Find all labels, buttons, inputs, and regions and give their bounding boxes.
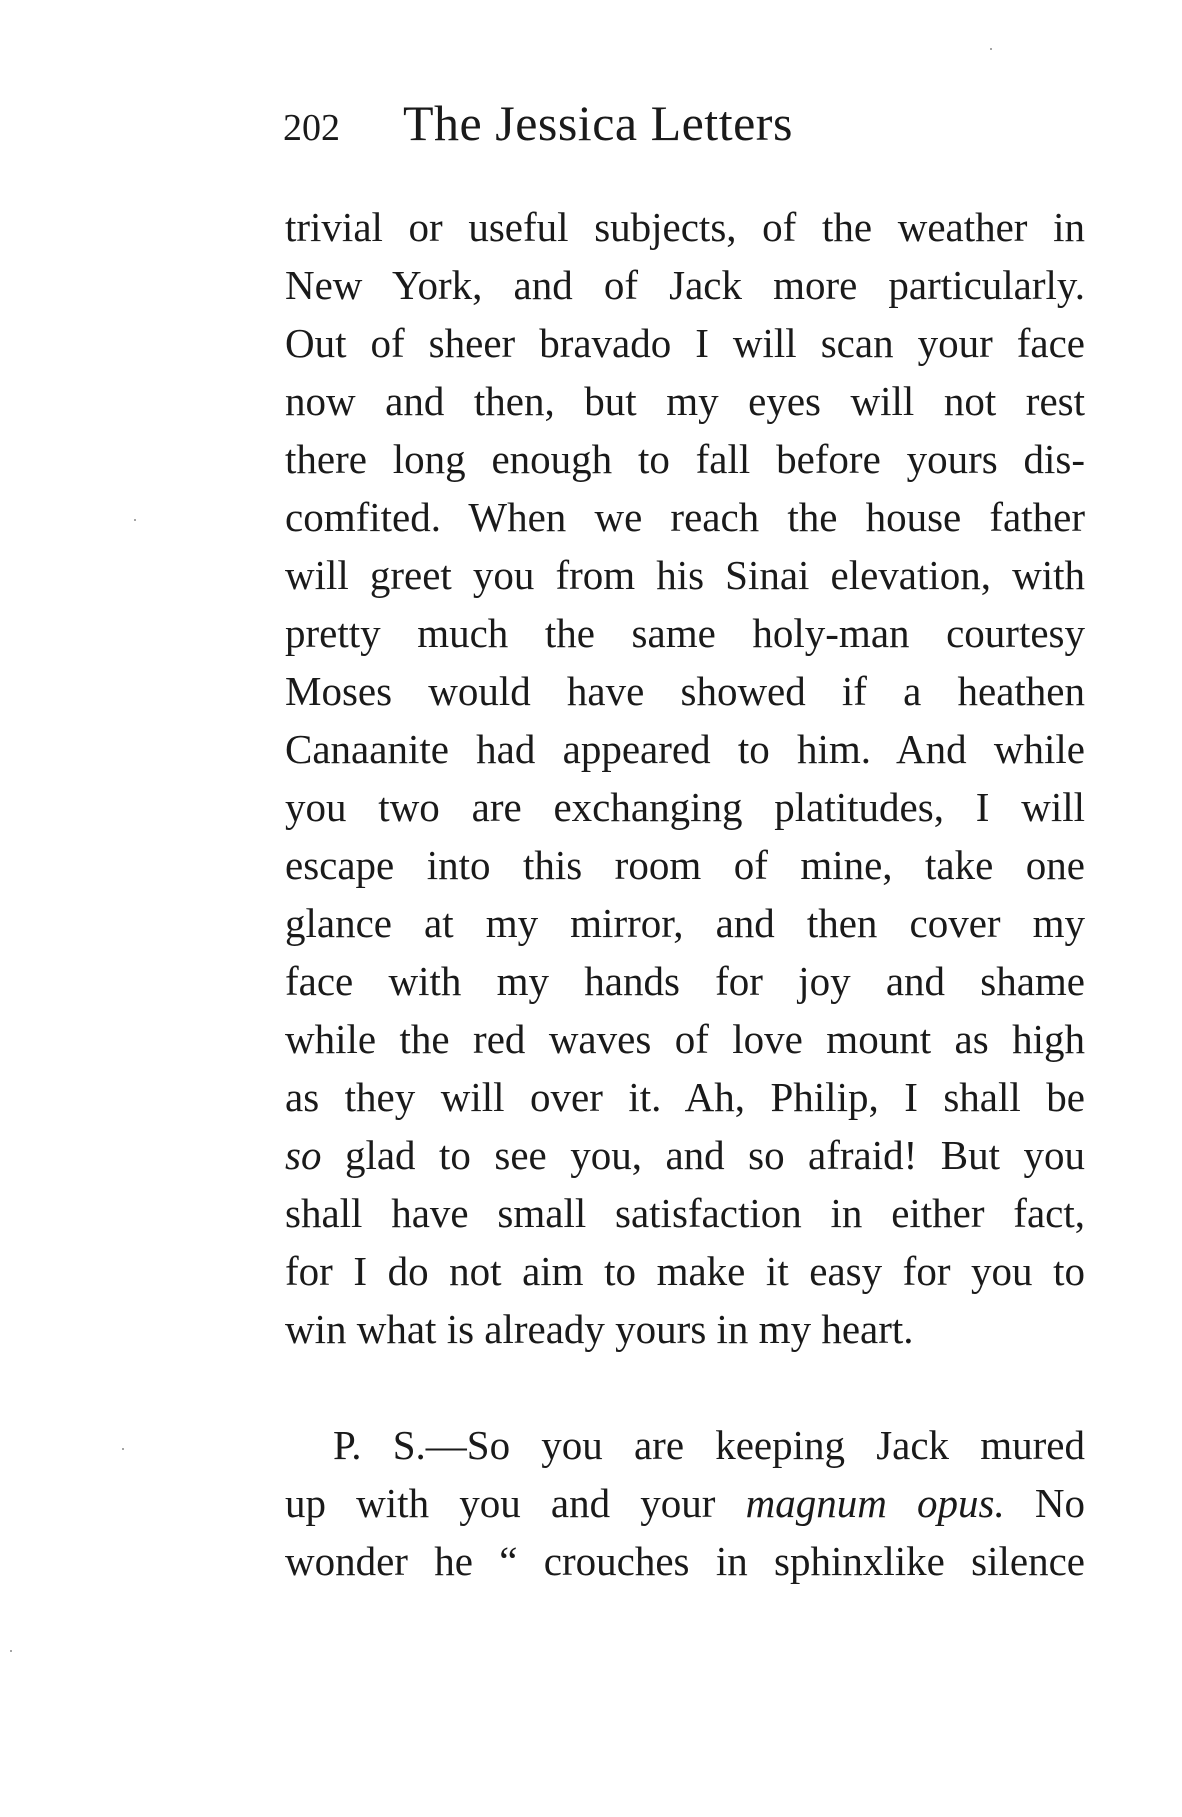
text-fragment: No	[1004, 1480, 1085, 1526]
page-number: 202	[283, 107, 340, 149]
text-line: Moses would have showed if a heathen	[285, 668, 1085, 714]
text-line: escape into this room of mine, take one	[285, 842, 1085, 888]
text-line: will greet you from his Sinai elevation, with	[285, 552, 1085, 598]
postscript-line-with-italic	[285, 1474, 1085, 1532]
text-line: Canaanite had appeared to him. And while	[285, 726, 1085, 772]
text-line: New York, and of Jack more particularly.	[285, 262, 1085, 308]
text-line: now and then, but my eyes will not rest	[285, 378, 1085, 424]
paper-speck	[990, 48, 992, 50]
postscript-line: P. S.—So you are keeping Jack mured	[333, 1422, 1085, 1468]
paragraph-gap	[285, 1358, 1085, 1416]
text-line-with-italic	[285, 1126, 1085, 1184]
text-line: there long enough to fall before yours dis-	[285, 436, 1085, 482]
text-line: pretty much the same holy-man courtesy	[285, 610, 1085, 656]
text-line: shall have small satisfaction in either fact,	[285, 1190, 1085, 1236]
text-line: while the red waves of love mount as high	[285, 1016, 1085, 1062]
text-line: as they will over it. Ah, Philip, I shall be	[285, 1074, 1085, 1120]
postscript-line: wonder he “ crouches in sphinxlike silence	[285, 1538, 1085, 1584]
body-text	[285, 198, 1085, 1590]
paper-speck	[134, 519, 136, 521]
text-line: face with my hands for joy and shame	[285, 958, 1085, 1004]
text-line: Out of sheer bravado I will scan your face	[285, 320, 1085, 366]
text-line: you two are exchanging platitudes, I will	[285, 784, 1085, 830]
text-line: comfited. When we reach the house father	[285, 494, 1085, 540]
text-line: trivial or useful subjects, of the weather in	[285, 204, 1085, 250]
italic-emphasis: so	[285, 1132, 322, 1178]
paper-speck	[10, 1650, 12, 1652]
text-line: win what is already yours in my heart.	[285, 1306, 914, 1352]
text-fragment: glad to see you, and so afraid! But you	[321, 1132, 1085, 1178]
text-line: for I do not aim to make it easy for you to	[285, 1248, 1085, 1294]
paper-speck	[122, 1448, 124, 1450]
book-title: The Jessica Letters	[403, 95, 793, 151]
text-line: glance at my mirror, and then cover my	[285, 900, 1085, 946]
text-fragment: up with you and your	[285, 1480, 746, 1526]
running-head	[283, 88, 1083, 158]
italic-title: magnum opus.	[745, 1480, 1005, 1526]
